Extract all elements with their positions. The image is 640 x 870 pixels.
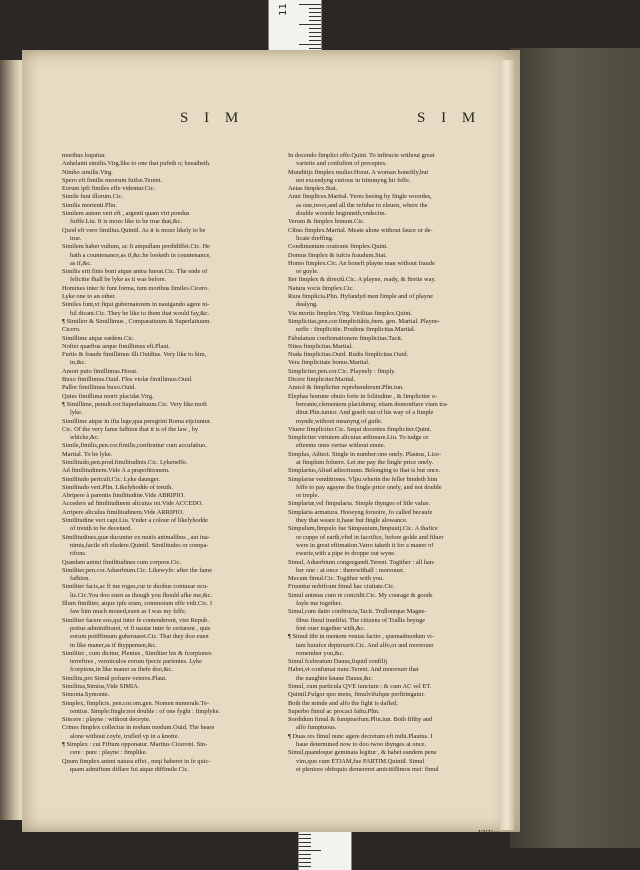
text-line: Ad fimilitudinem.Vide A a prapofitionem. xyxy=(62,467,170,475)
text-line: Simpulum,fimpulo fue Simpuuium,fimpuuij.Cic. A thafice xyxy=(288,525,438,533)
text-line: Anhelanti similis.Virg.like to one that pufeth o; bzeatheth. xyxy=(62,160,211,168)
text-line: whiche,&c. xyxy=(70,434,100,442)
text-line: quam admiftum diffare fui atque diffimile.Cic. xyxy=(70,765,190,773)
text-line: Similem autem veri eft , argenti quam viri pondus xyxy=(62,210,190,218)
text-line: fcorpions,in like maner as thefe doo,&c. xyxy=(70,666,173,674)
text-line: ¶ Duas res fimul nunc agere decretum eft mihi.Plautus. I xyxy=(288,732,433,740)
ruler-tick xyxy=(299,4,321,5)
text-line: neffe : fimplicitie. Prudens fimplicitas.Martial. xyxy=(296,326,416,334)
text-line: Cic. Of the very fame fafhion that it is of the law , by xyxy=(62,425,199,433)
ruler-tick xyxy=(309,8,321,9)
ruler-tick xyxy=(299,24,321,25)
text-line: Similes funt,vt fiqui gubernatorem in nauigando agere ni- xyxy=(62,301,210,309)
text-line: alone without coyfe, trufled vp in a knotte. xyxy=(70,732,180,740)
text-line: Vera fimplicitate bonus.Martial. xyxy=(288,359,370,367)
text-line: cere : pure : playne : fimplike. xyxy=(70,749,148,757)
text-line: Quies fimillima morti placidæ.Virg. xyxy=(62,392,154,400)
text-line: felicitie fhall be lyke as it was before. xyxy=(70,276,167,284)
text-line: in,&c. xyxy=(70,359,86,367)
text-line: dealyng. xyxy=(296,301,318,309)
text-line: eorum potiffimum gubernaret.Cic. That they doo euen xyxy=(70,633,209,641)
text-line: ¶ Simplex : cui Fiftum opponatur. Martius Ciceroni. Sin- xyxy=(62,741,208,749)
text-line: Similitudo periculi.Cic. Lyke daunger. xyxy=(62,475,160,483)
text-line: Similem habet vultum, ac fi ampullam perdidiffet.Cic. He xyxy=(62,243,210,251)
book-spine-edge xyxy=(0,60,22,820)
text-line: as one,twoo,and all the refidue to eleuen, where the xyxy=(296,201,428,209)
text-line: Homo fimplex.Cic. An honeft playne man without fraude xyxy=(288,259,435,267)
text-line: or cuppe of earth,vfed in facrifice, before golde and filuer xyxy=(296,533,444,541)
header-left: S I M xyxy=(180,110,245,126)
text-line: Lyke one to an other. xyxy=(62,293,116,301)
text-line: Crines fimplex collectus in nodum modum.Ouid. The heare xyxy=(62,724,215,732)
ruler-tick xyxy=(299,854,311,855)
text-line: Spero eft fimilis meorum fuifse.Terent. xyxy=(62,176,162,184)
ruler-tick xyxy=(299,838,311,839)
text-line: Accedere ad fimilitudinem alicuius rei.Vide ACCEDO. xyxy=(62,500,204,508)
text-line: nimis,facile eft eludere.Quintil. Similitudes or compa- xyxy=(70,541,209,549)
text-line: berrante,clementem placidumq; etiam demonftare viam tra- xyxy=(296,400,449,408)
text-line: Simplariæ,vel fimpularia. Simple thynges of litle value. xyxy=(288,500,431,508)
dictionary-column-left xyxy=(62,152,300,774)
text-line: et pleniore obfequio demereret amicitiflimos mei: fimul xyxy=(296,765,439,773)
text-line: Sincere : playne : without deceyte. xyxy=(62,716,151,724)
text-line: Simul, cum particula QVE iunctum : & cum AC vel ET. xyxy=(288,683,432,690)
ruler-tick xyxy=(309,16,321,17)
text-line: fent ouer together with,&c. xyxy=(296,624,366,632)
ruler-tick xyxy=(299,866,311,867)
ruler-tick xyxy=(309,40,321,41)
text-line: Condimentum orationis fimplex.Quint. xyxy=(288,243,388,251)
text-line: Munditijs fimplex mulier.Horat. A woman honeftly,but xyxy=(288,168,429,176)
text-line: Nuda fimplicitas.Ouid. Rudis fimplicitas.Ouid. xyxy=(288,351,409,359)
text-line: Fabulatum confirmationem fimplicitas.Tacit. xyxy=(288,334,403,342)
text-line: Similis morienti.Plin. xyxy=(62,201,117,209)
ruler-tick xyxy=(299,44,321,45)
text-line: or guyle. xyxy=(296,268,319,276)
text-line: fuiffe.Liu. It is moze like to be true that,&c. xyxy=(70,218,183,226)
text-line: moribus loquitur. xyxy=(62,152,107,159)
book-cover-board xyxy=(510,48,640,848)
measuring-ruler-top xyxy=(268,0,322,50)
text-line: Similiter facis,ac fi me roges,cur te duobus contuear ocu- xyxy=(62,583,209,591)
text-line: Abripere à parentis fimilitudine.Vide ABRIPIO. xyxy=(62,492,185,500)
text-line: Cicero. xyxy=(62,326,81,334)
text-line: Both the minde and alfo the fight is dafled. xyxy=(288,699,398,707)
text-line: Simillime atque in ifta lege,qua peregrini Roma eijciuntur. xyxy=(62,417,212,425)
ruler-tick xyxy=(309,48,321,49)
text-line: Nimbo similis.Virg. xyxy=(62,168,113,176)
book-page xyxy=(22,50,520,837)
ruler-number: 11 xyxy=(277,3,289,16)
text-line: Quintil.Fulgor quo mens, fimulvifufque perftringatur. xyxy=(288,691,425,699)
text-line: Aetas fimplex.Stat. xyxy=(288,185,338,193)
text-line: Simul, Aduerbium congregandi.Terent. Togither : all han- xyxy=(288,558,436,566)
text-line: ¶ Simillime, penult.cor.Superlatiuum.Cic. Very like:moft xyxy=(62,400,207,408)
ruler-tick xyxy=(299,834,311,835)
text-line: Simpliciter,pen.cor.Cic. Playnely : fimply. xyxy=(288,367,396,375)
text-line: Viuere fimpliciter.Cic. Sequi docentes fimpliciter.Quint. xyxy=(288,425,432,433)
text-line: ewerie,with a pipe to droppe out wyne. xyxy=(296,550,396,558)
text-line: Nofter quæftus aeque fimillimus eft.Plaut. xyxy=(62,342,170,350)
text-line: haue determined now to doo twoo thynges at once. xyxy=(296,741,427,749)
text-line: Simplariæ venditiones. Vlpu.wherin the feller bindeth him xyxy=(288,475,438,483)
text-line: as if,&c. xyxy=(70,259,92,267)
text-line: Iter fimplex & directû.Cic. A playne, ready, & ftreite way. xyxy=(288,276,436,284)
text-line: vim,quo cum ETIAM,fue PARTIM.Quintil. Simul xyxy=(296,757,425,765)
text-line: Simplus, Adiect. Single in number:one onely. Plautus, Lice- xyxy=(288,450,442,458)
text-line: not exceedyng curious in trimmyng hir felfe. xyxy=(296,176,411,184)
text-line: Arripere aliculus fimilitudinem.Vide ARRIPIO. xyxy=(62,508,184,516)
ruler-tick xyxy=(299,846,311,847)
ruler-tick xyxy=(309,12,321,13)
text-line: ber one : at once : therewithall : moreouer. xyxy=(296,566,405,574)
text-line: Via mortis fimplex.Virg. Virilitas fimplex.Quint. xyxy=(288,309,412,317)
text-line: Simul fceleratum Dauus,fiquid confilij xyxy=(288,658,388,666)
text-line: ¶ Similior & Simillimus , Comparatiuum & Superlatiuum. xyxy=(62,317,211,325)
text-line: the naughtie knaue Dauus,&c. xyxy=(296,674,374,682)
text-line: Illum fimiliter, atque ipfe eram, commotum effe vidi.Cic. I xyxy=(62,600,213,608)
text-line: Elephas homine obuio forte in folitudine , & fimpliciter o- xyxy=(288,392,438,400)
text-line: true. xyxy=(70,234,82,242)
text-line: potius adminiftraret, vt fi nautæ inter fe certarent , quis xyxy=(70,624,211,632)
text-line: Similitudine veri capi.Liu. Vnder a colour of likelyhodde xyxy=(62,517,208,525)
text-line: Dicere fimpliciter.Martial. xyxy=(288,376,356,384)
text-line: tam huiufce depinxerit.Cic. And alfo,or and moreouer xyxy=(296,641,434,649)
ruler-tick xyxy=(309,28,321,29)
text-line: ¶ Simul tibi in mentem venias facito , quemadmodum vi- xyxy=(288,633,434,641)
text-line: In docendo fimplici effe.Quint. To inftructe without great xyxy=(288,152,435,159)
text-line: Simillime atque eædem.Cic. xyxy=(62,334,135,342)
text-line: Similitus,Simius,Vide SIMIA. xyxy=(62,683,140,690)
text-line: Amicè & fimpliciter reprehenderunt.Plin.iun. xyxy=(288,384,404,392)
text-line: Simpliciter virtutem alicuius æftimare.Liu. To iudge or xyxy=(288,434,429,442)
text-line: Verum & fimplex bonum.Cic. xyxy=(288,218,365,226)
text-line: Similiter facere eos,qui inter fe contenderent, vire Repub. xyxy=(62,616,209,624)
running-header xyxy=(22,110,520,134)
text-line: in like maner,as if thyppemen,&c. xyxy=(70,641,157,649)
text-line: Simile,fimilis,pen.cor.fimilis,conftruitur cum accufatiuo. xyxy=(62,442,207,450)
text-line: Eorum ipfi fimiles effe videntur.Cic. xyxy=(62,185,156,193)
text-line: Simul,cum datio conftructa,Tacit. Trullonique Magne- xyxy=(288,608,427,616)
text-line: Simul,quandoque geminata legitur , & habet eandem pene xyxy=(288,749,437,757)
text-line: hil dicant.Cic. They be like to them that would fay,&c. xyxy=(70,309,210,317)
text-line: they that weare it,haue but fingle alowance. xyxy=(296,517,408,525)
text-line: Habet,vt confumat nunc.Terent. And moreouer that xyxy=(288,666,419,674)
text-line: Similitudo,pen.prod.fimilitudinis.Cic. Lykeneffe. xyxy=(62,458,188,466)
text-line: Simul animus cum re concidit.Cic. My courage & goods xyxy=(288,591,433,599)
text-line: Similis erit finis boni atque antea fuerat.Cic. The ende of xyxy=(62,268,208,276)
text-line: Quum fimplex animi natura effet , neqi haberet in fe quic- xyxy=(62,757,211,765)
dictionary-column-right xyxy=(288,152,526,774)
text-line: alfo fumptuous. xyxy=(296,724,337,732)
text-line: efteeme ones vertue without enuie. xyxy=(296,442,386,450)
text-line: Similitudo veri.Plin. Likelyhodde of treuth. xyxy=(62,483,173,491)
text-line: or treple. xyxy=(296,492,320,500)
ruler-tick xyxy=(309,20,321,21)
text-line: Natura vocis fimplex.Cic. xyxy=(288,284,355,292)
text-line: licate dreffing. xyxy=(296,234,334,242)
text-line: Fruuntur nobifcum fimul hac ciuitate.Cic. xyxy=(288,583,395,591)
text-line: rentius. Simple:fingle:not double : of one fyght : fimplyke. xyxy=(70,707,221,715)
text-line: Martial. To be lyke. xyxy=(62,450,113,458)
text-line: Rura fimplicia.Plin. Hyfandyd men fimple and of playne xyxy=(288,293,433,301)
text-line: Pallor fimillimus buxo.Ouid. xyxy=(62,384,136,392)
text-line: Simplicitas,pen.cor.fimplicitâtis,fœm. gen. Martial. Playne- xyxy=(288,317,440,325)
ruler-tick xyxy=(299,850,321,851)
text-line: Nitea fimplicitas.Martial. xyxy=(288,342,353,350)
measuring-ruler-bottom xyxy=(298,826,352,870)
text-line: fibus fimul tranfifsi. The citizens of Trallis beynge xyxy=(296,616,426,624)
text-line: terreftres , vermiculos eorum fpecie parientes. Lyke xyxy=(70,658,203,666)
text-line: Sordidum fimul & fumptuofum.Plin.iun. Both filthy and xyxy=(288,716,433,724)
text-line: Domus fimplex & iufcis fraudum.Stat. xyxy=(288,251,387,259)
text-line: Similiter , cum dicitur, Plenius , Similiter his & fcorpiones xyxy=(62,649,212,657)
text-line: Similitu,pro Simul pofuere veteres.Plaut. xyxy=(62,674,167,682)
ruler-tick xyxy=(309,36,321,37)
text-line: ditur.Plin.iunior. And goeth out of his way of a fimple xyxy=(296,409,434,417)
text-line: Anni fimplices.Martial. Yeres beeing by fingle woordes, xyxy=(288,193,432,201)
text-line: faw him much moued,euen as I was my felfe. xyxy=(70,608,187,616)
text-line: remember you,&c. xyxy=(296,649,345,657)
ruler-tick xyxy=(299,858,311,859)
text-line: Similitudines,quæ ducuntur ex mutis animalibus , aut ina- xyxy=(62,533,210,541)
text-line: lyke. xyxy=(70,409,83,417)
text-line: Simplaria armatura. Hooeyng ſoruoire, fo called becaufe xyxy=(288,508,433,516)
text-line: mynde,without meanyng of guile. xyxy=(296,417,383,425)
header-right: S I M xyxy=(417,110,482,126)
signature-mark: YYYyy xyxy=(478,829,501,837)
text-line: Similiter,pen.cor.Aduerbium.Cic. Likewyfe: after the fame xyxy=(62,566,213,574)
text-line: double woorde beginneth,vndecim. xyxy=(296,210,387,218)
text-line: of treuth to be deceiued. xyxy=(70,525,132,533)
text-line: fayle me together. xyxy=(296,600,342,608)
text-line: at fimplum foluere. Let me pay the fingle price onely. xyxy=(296,458,434,466)
text-line: Simplex, fimplicis, pen.cor.om.gen. Nomen numerale.Te- xyxy=(62,699,210,707)
text-line: lis.Cic.You doo euen as though you fhould afke me,&c. xyxy=(70,591,213,599)
text-line: Amori puto fimillimus.Horat. xyxy=(62,367,138,375)
text-line: felfe to pay agayne the fingle price onely, and not double xyxy=(296,483,442,491)
text-line: varietie and confufion of preceptes. xyxy=(296,160,387,168)
text-line: Simplarius,Aliud adiectiuum. Belonging to that is but once. xyxy=(288,467,441,475)
text-line: Buxo fimillimus.Ouid. Flos violæ fimillimus.Ouid. xyxy=(62,376,193,384)
text-line: were in great eftimation.Varro taketh it for a maner of xyxy=(296,541,434,549)
text-line: Simile funt illorum.Cic. xyxy=(62,193,124,201)
text-line: Quod eft vero fimilius.Quintil. As it is moze likely to be xyxy=(62,226,206,234)
text-line: hath a countenance,as if,&c.he looketh in countenance, xyxy=(70,251,211,259)
ruler-tick xyxy=(309,32,321,33)
ruler-tick xyxy=(299,862,311,863)
text-line: Cibus fimplex.Martial. Meate alone without fauce or de- xyxy=(288,226,433,234)
text-line: Superbo fimul ac procaci faftu.Plin. xyxy=(288,707,380,715)
text-line: Homines inter fe funt forma, tum moribus fimiles.Cicero. xyxy=(62,284,209,292)
text-line: Furtis & fraude fimillimus illi.Ouidius. Very like to him, xyxy=(62,351,207,359)
text-line: Simonia.Symonie. xyxy=(62,691,110,699)
text-line: Mecum fimul.Cic. Togither with you. xyxy=(288,575,384,583)
text-line: Quædam animi fimilitudines cum corpore.Cic. xyxy=(62,558,182,566)
ruler-tick xyxy=(299,842,311,843)
page-stack-edge xyxy=(500,60,514,830)
text-line: fafhion. xyxy=(70,575,91,583)
text-line: rifons. xyxy=(70,550,87,558)
